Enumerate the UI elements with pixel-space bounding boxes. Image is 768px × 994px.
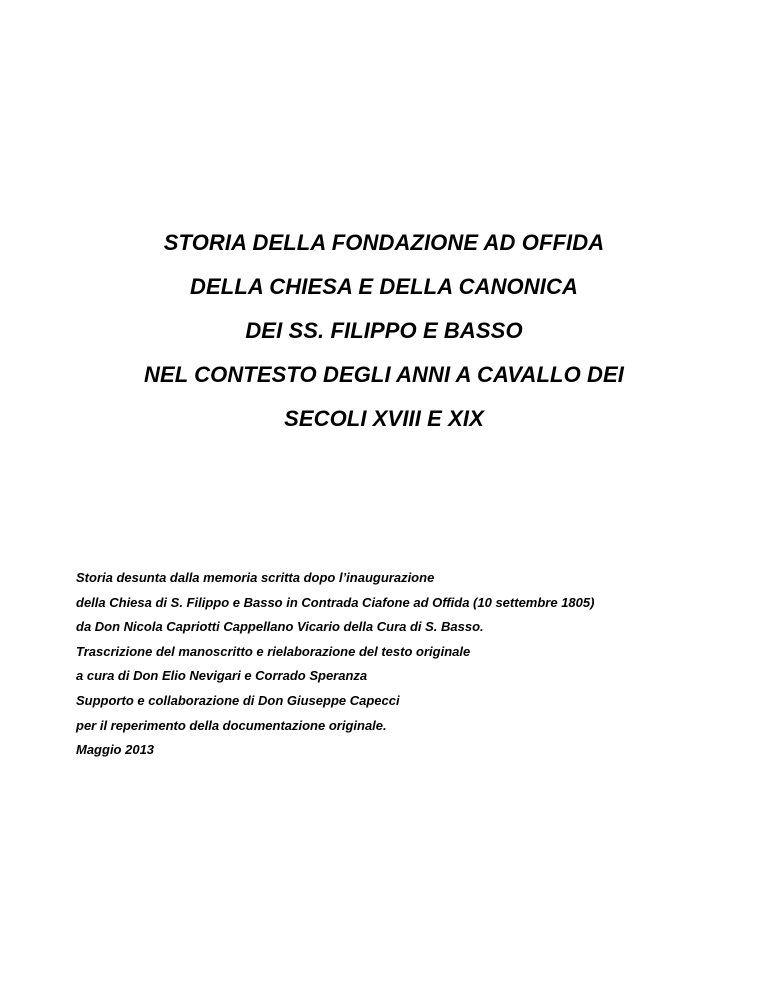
- title-line-5: SECOLI XVIII E XIX: [284, 406, 484, 431]
- credit-line-support: Supporto e collaborazione di Don Giuseppe Capecci: [76, 692, 400, 708]
- credits-block: [76, 566, 736, 763]
- credit-line-church: della Chiesa di S. Filippo e Basso in Contrada Ciafone ad Offida (10 settembre 1805): [76, 594, 595, 610]
- title-line-4: NEL CONTESTO DEGLI ANNI A CAVALLO DEI: [144, 362, 624, 387]
- title-line-3: DEI SS. FILIPPO E BASSO: [245, 318, 523, 343]
- title-line-2: DELLA CHIESA E DELLA CANONICA: [190, 274, 578, 299]
- credit-line-documentation: per il reperimento della documentazione originale.: [76, 717, 387, 733]
- credit-line-author: da Don Nicola Capriotti Cappellano Vicario della Cura di S. Basso.: [76, 619, 484, 635]
- credit-line-editors: a cura di Don Elio Nevigari e Corrado Speranza: [76, 668, 368, 684]
- title-line-1: STORIA DELLA FONDAZIONE AD OFFIDA: [163, 230, 605, 255]
- document-title: [0, 221, 768, 441]
- credit-line-source: Storia desunta dalla memoria scritta dopo l’inaugurazione: [76, 570, 435, 585]
- credit-line-transcription: Trascrizione del manoscritto e rielaborazione del testo originale: [76, 643, 471, 659]
- credit-line-date: Maggio 2013: [76, 742, 155, 758]
